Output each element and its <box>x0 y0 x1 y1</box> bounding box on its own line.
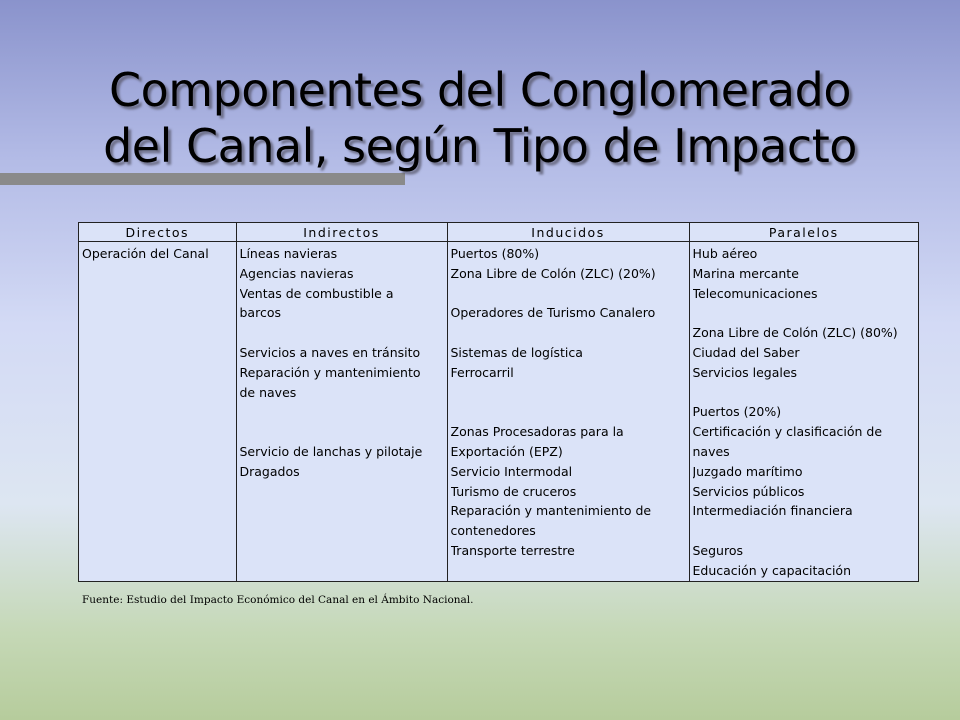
cell-line <box>451 402 686 422</box>
cell-line <box>451 383 686 403</box>
cell-line <box>451 284 686 304</box>
cell-line: Reparación y mantenimiento de <box>450 503 652 519</box>
cell-line <box>693 521 916 541</box>
cell-line: Zona Libre de Colón (ZLC) (80%) <box>692 325 898 341</box>
cell-line <box>240 323 444 343</box>
cell-line: Servicios públicos <box>692 483 805 499</box>
cell-line: Zona Libre de Colón (ZLC) (20%) <box>450 265 656 281</box>
cell-line: Puertos (80%) <box>450 246 540 261</box>
header-inducidos: Inducidos <box>447 223 689 242</box>
cell-line: Intermediación financiera <box>692 503 853 519</box>
header-paralelos: Paralelos <box>689 223 918 242</box>
cell-line: Turismo de cruceros <box>450 483 577 499</box>
cell-line <box>693 303 916 323</box>
cell-line: de naves <box>239 384 297 400</box>
cell-line <box>240 402 444 422</box>
cell-line: Hub aéreo <box>692 246 758 261</box>
cell-line: contenedores <box>450 523 536 539</box>
column-indirectos <box>236 242 447 582</box>
cell-line: naves <box>692 443 730 459</box>
cell-line: Juzgado marítimo <box>692 463 803 479</box>
cell-line: Telecomunicaciones <box>692 285 818 301</box>
cell-line <box>693 383 916 403</box>
cell-line: Puertos (20%) <box>692 404 782 420</box>
cell-line: Servicios a naves en tránsito <box>239 344 421 360</box>
cell-line: Ferrocarril <box>450 364 514 380</box>
title-line-2: del Canal, según Tipo de Impacto <box>103 119 857 173</box>
column-paralelos <box>689 242 918 582</box>
header-indirectos: Indirectos <box>236 223 447 242</box>
cell-line: Zonas Procesadoras para la <box>450 424 624 440</box>
cell-line: Agencias navieras <box>239 265 354 281</box>
cell-line: Educación y capacitación <box>692 562 851 578</box>
table-header-row <box>79 223 918 242</box>
cell-line: Servicios legales <box>692 364 798 380</box>
cell-line: Ventas de combustible a <box>239 285 394 301</box>
column-inducidos <box>447 242 689 582</box>
cell-line: Operación del Canal <box>82 246 209 261</box>
cell-line: Marina mercante <box>692 265 799 281</box>
cell-line: Servicio de lanchas y pilotaje <box>239 443 423 459</box>
cell-line: Líneas navieras <box>239 246 338 261</box>
table-row <box>79 242 918 582</box>
impact-table <box>79 223 918 581</box>
title-line-1: Componentes del Conglomerado <box>109 63 851 117</box>
cell-line: Transporte terrestre <box>450 542 575 558</box>
cell-line: barcos <box>239 305 281 321</box>
impact-table-container <box>78 222 919 582</box>
cell-line: Operadores de Turismo Canalero <box>450 305 656 321</box>
cell-line: Exportación (EPZ) <box>450 443 563 459</box>
cell-line: Servicio Intermodal <box>450 463 573 479</box>
cell-line: Reparación y mantenimiento <box>239 364 421 380</box>
decorative-bar <box>0 173 405 185</box>
cell-line: Ciudad del Saber <box>692 344 800 360</box>
column-directos <box>79 242 236 582</box>
slide-title <box>0 62 960 174</box>
cell-line <box>240 422 444 442</box>
cell-line: Dragados <box>239 463 300 479</box>
cell-line: Sistemas de logística <box>450 344 583 360</box>
source-note: Fuente: Estudio del Impacto Económico del Canal en el Ámbito Nacional. <box>82 594 474 606</box>
cell-line: Certificación y clasificación de <box>692 424 883 440</box>
header-directos: Directos <box>79 223 236 242</box>
cell-line: Seguros <box>692 542 744 558</box>
cell-line <box>451 323 686 343</box>
